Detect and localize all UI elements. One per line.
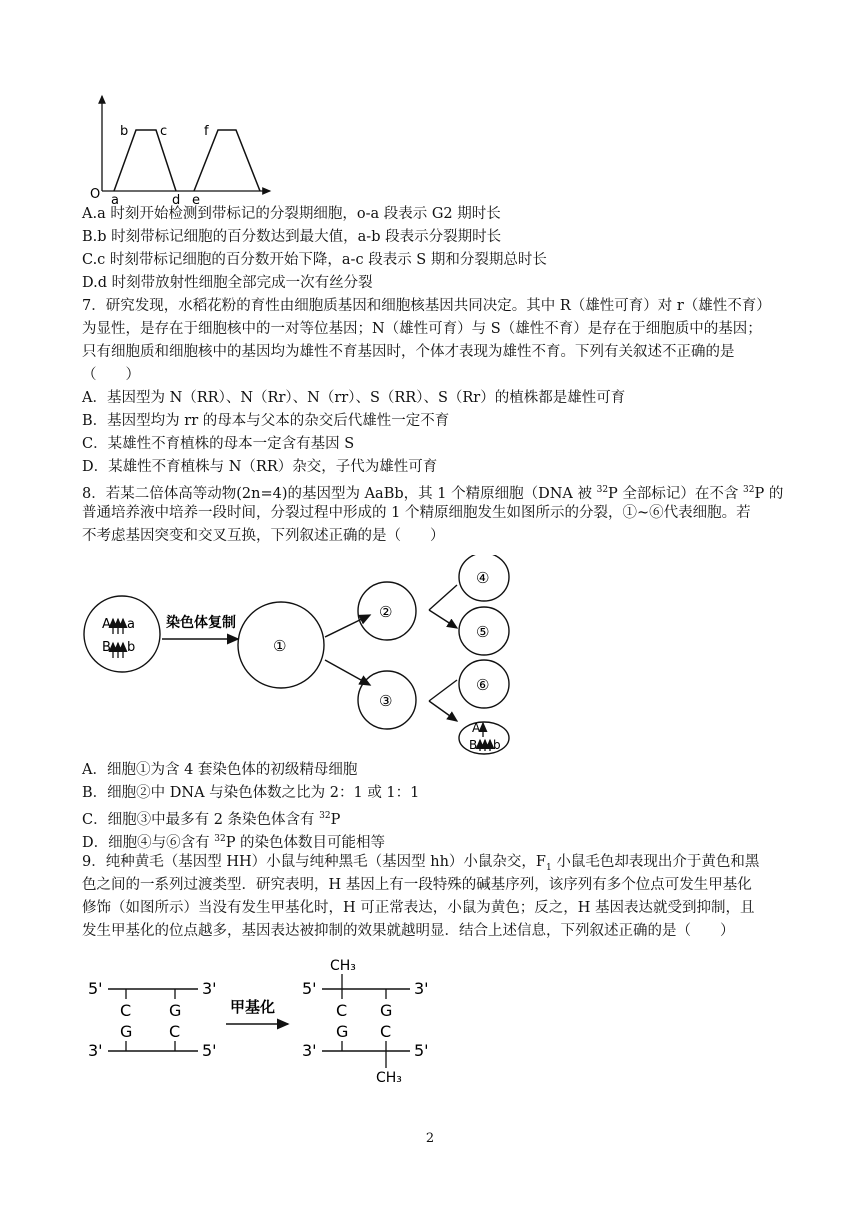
isotope-sup-1: 32	[596, 485, 609, 495]
q9-stem-text-2: 小鼠毛色却表现出介于黄色和黑	[551, 854, 760, 870]
q8-option-d-text: D．细胞④与⑥含有	[82, 834, 215, 851]
left-base-C1: C	[120, 1001, 132, 1020]
label-a: a	[111, 193, 119, 205]
dna-methylation-figure	[80, 950, 440, 1090]
q8-option-d	[82, 829, 385, 853]
labeled-cell-curve-figure	[80, 90, 280, 205]
right-top-3prime: 3'	[414, 979, 429, 998]
q7-stem-line-4: （ ）	[82, 367, 140, 383]
curve-peak-1	[114, 130, 176, 191]
q7-stem-line-1: 7．研究发现，水稻花粉的育性由细胞质基因和细胞核基因共同决定。其中 R（雄性可育）对 r（雄性不育）	[82, 298, 771, 314]
q9-stem-line-2: 色之间的一系列过渡类型．研究表明，H 基因上有一段特殊的碱基序列，该序列有多个位点可发生甲基化	[82, 877, 752, 893]
cell-1-label: ①	[273, 637, 287, 655]
left-bottom-5prime: 5'	[202, 1041, 217, 1060]
q7-stem-line-2: 为显性，是存在于细胞核中的一对等位基因；N（雄性可育）与 S（雄性不育）是存在于细胞质中的基因；	[82, 321, 762, 337]
page-number: 2	[425, 1131, 435, 1146]
right-bottom-3prime: 3'	[302, 1041, 317, 1060]
spermatogonium-cell	[84, 596, 160, 672]
q9-stem-text-1: 9．纯种黄毛（基因型 HH）小鼠与纯种黑毛（基因型 hh）小鼠杂交，F	[82, 854, 546, 870]
q8-option-c	[82, 806, 340, 830]
q7-option-d: D．某雄性不育植株与 N（RR）杂交，子代为雄性可育	[82, 459, 438, 475]
arrow-1-to-3	[325, 660, 370, 685]
right-base-G2: G	[336, 1022, 349, 1041]
q8-option-b: B．细胞②中 DNA 与染色体数之比为 2：1 或 1：1	[82, 785, 420, 801]
cell-division-figure	[80, 555, 530, 755]
curve-peak-2	[194, 130, 260, 191]
isotope-sup-3: 32	[319, 811, 331, 821]
isotope-sup-4: 32	[214, 834, 226, 844]
arrow-1-to-2	[325, 615, 370, 637]
right-base-C2: C	[380, 1022, 392, 1041]
gene-A: A	[102, 617, 111, 632]
q7-stem-line-3: 只有细胞质和细胞核中的基因均为雄性不育基因时，个体才表现为雄性不育。下列有关叙述不正确的是	[82, 344, 735, 360]
daughter-cell-with-genes	[459, 722, 509, 754]
gene-a: a	[127, 617, 135, 632]
methylation-label: 甲基化	[230, 998, 276, 1016]
q8-option-d-end: P 的染色体数目可能相等	[225, 834, 386, 851]
q7-option-c: C．某雄性不育植株的母本一定含有基因 S	[82, 436, 355, 452]
q6-option-a: A.a 时刻开始检测到带标记的分裂期细胞，o-a 段表示 G2 期时长	[82, 206, 501, 222]
daughter-gene-A: A	[472, 721, 481, 735]
arrow-2-to-5	[429, 610, 457, 628]
label-f: f	[204, 124, 209, 139]
q8-stem-line-3: 不考虑基因突变和交叉互换，下列叙述正确的是（ ）	[82, 528, 445, 544]
daughter-gene-b: b	[493, 738, 501, 752]
label-e: e	[192, 193, 200, 205]
q7-option-b: B．基因型均为 rr 的母本与父本的杂交后代雄性一定不育	[82, 413, 450, 429]
origin-label: O	[90, 187, 101, 202]
cell-3-label: ③	[379, 692, 393, 710]
f1-subscript: 1	[545, 862, 552, 873]
q9-stem-line-4: 发生甲基化的位点越多，基因表达被抑制的效果就越明显．结合上述信息，下列叙述正确的是（ ）	[82, 923, 735, 939]
replication-label: 染色体复制	[166, 615, 236, 631]
label-d: d	[172, 193, 181, 205]
q9-stem-line-1	[82, 852, 759, 878]
left-base-G2: G	[120, 1022, 133, 1041]
q9-stem-line-3: 修饰（如图所示）当没有发生甲基化时，H 可正常表达，小鼠为黄色；反之，H 基因表达就受到抑制，且	[82, 900, 755, 916]
q8-stem-text-3: P 的	[754, 485, 784, 502]
methyl-group-top: CH₃	[330, 958, 356, 974]
q8-option-a: A．细胞①为含 4 套染色体的初级精母细胞	[82, 762, 358, 778]
cell-5-label: ⑤	[476, 623, 490, 641]
methyl-group-bottom: CH₃	[376, 1070, 402, 1086]
isotope-sup-2: 32	[743, 485, 755, 495]
arrow-2-to-4	[429, 585, 457, 610]
right-top-5prime: 5'	[302, 979, 317, 998]
gene-b: b	[127, 640, 136, 655]
arrow-3-to-7	[429, 701, 457, 721]
q8-stem-text-1: 8．若某二倍体高等动物(2n=4)的基因型为 AaBb，其 1 个精原细胞（DNA 被	[82, 485, 597, 502]
cell-2-label: ②	[379, 603, 393, 621]
left-bottom-3prime: 3'	[88, 1041, 103, 1060]
right-bottom-5prime: 5'	[414, 1041, 429, 1060]
label-b: b	[120, 124, 129, 139]
left-top-3prime: 3'	[202, 979, 217, 998]
q8-option-c-end: P	[330, 811, 341, 828]
cell-4-label: ④	[476, 569, 490, 587]
left-base-C2: C	[169, 1022, 181, 1041]
q7-option-a: A．基因型为 N（RR）、N（Rr）、N（rr）、S（RR）、S（Rr）的植株都是雄性可育	[82, 390, 626, 406]
q8-stem-line-2: 普通培养液中培养一段时间，分裂过程中形成的 1 个精原细胞发生如图所示的分裂，①~⑥代表细胞。若	[82, 505, 751, 521]
right-base-G1: G	[380, 1001, 393, 1020]
gene-B: B	[102, 640, 111, 655]
q8-stem-text-2: P 全部标记）在不含	[608, 485, 744, 502]
q6-option-d: D.d 时刻带放射性细胞全部完成一次有丝分裂	[82, 275, 373, 291]
left-top-5prime: 5'	[88, 979, 103, 998]
left-base-G1: G	[169, 1001, 182, 1020]
q6-option-b: B.b 时刻带标记细胞的百分数达到最大值，a-b 段表示分裂期时长	[82, 229, 502, 245]
daughter-gene-B: B	[469, 738, 478, 752]
q8-stem-line-1	[82, 480, 783, 504]
right-base-C1: C	[336, 1001, 348, 1020]
arrow-3-to-6	[429, 680, 457, 701]
q8-option-c-text: C．细胞③中最多有 2 条染色体含有	[82, 811, 320, 828]
label-c: c	[160, 124, 168, 139]
q6-option-c: C.c 时刻带标记细胞的百分数开始下降，a-c 段表示 S 期和分裂期总时长	[82, 252, 547, 268]
cell-6-label: ⑥	[476, 676, 490, 694]
